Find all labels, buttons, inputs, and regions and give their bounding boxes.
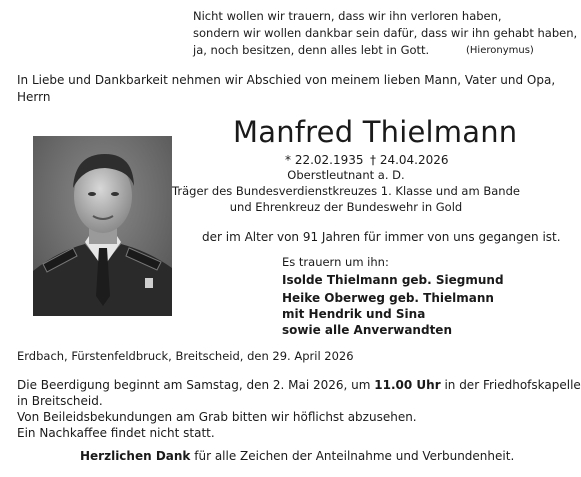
mourner-2: Heike Oberweg geb. Thielmann	[282, 291, 494, 305]
mourners-heading: Es trauern um ihn:	[282, 255, 389, 269]
mourner-1: Isolde Thielmann geb. Siegmund	[282, 273, 504, 287]
portrait-photo	[33, 136, 172, 316]
thanks-line	[80, 448, 514, 465]
funeral-text-b: in der Friedhofskapelle	[440, 378, 581, 392]
age-text: der im Alter von 91 Jahren für immer von uns gegangen ist.	[202, 230, 561, 244]
funeral-time: 11.00 Uhr	[374, 378, 441, 392]
funeral-line-1	[17, 377, 581, 394]
place-date: Erdbach, Fürstenfeldbruck, Breitscheid, den 29. April 2026	[17, 349, 354, 363]
mourner-3: mit Hendrik und Sina	[282, 307, 426, 321]
quote-line-3: ja, noch besitzen, denn alles lebt in Gott.	[193, 43, 430, 57]
mourner-4: sowie alle Anverwandten	[282, 323, 452, 337]
deceased-name: Manfred Thielmann	[233, 115, 518, 149]
funeral-text-a: Die Beerdigung beginnt am Samstag, den 2. Mai 2026, um	[17, 378, 375, 392]
intro-line-2: Herrn	[17, 90, 51, 104]
funeral-line-3: Von Beileidsbekundungen am Grab bitten wir höflichst abzusehen.	[17, 410, 417, 424]
rank: Oberstleutnant a. D.	[287, 168, 405, 182]
funeral-line-4: Ein Nachkaffee findet nicht statt.	[17, 426, 215, 440]
death-date: † 24.04.2026	[370, 153, 449, 167]
quote-author: (Hieronymus)	[466, 45, 534, 56]
portrait-photo-icon	[33, 136, 172, 316]
honors-line-1: Träger des Bundesverdienstkreuzes 1. Klasse und am Bande	[172, 184, 520, 198]
thanks-rest: für alle Zeichen der Anteilnahme und Verbundenheit.	[190, 449, 515, 463]
intro-line-1: In Liebe und Dankbarkeit nehmen wir Abschied von meinem lieben Mann, Vater und Opa,	[17, 73, 556, 87]
quote-line-1: Nicht wollen wir trauern, dass wir ihn verloren haben,	[193, 9, 502, 23]
birth-date: * 22.02.1935	[285, 153, 364, 167]
thanks-bold: Herzlichen Dank	[80, 449, 191, 463]
honors-line-2: und Ehrenkreuz der Bundeswehr in Gold	[229, 200, 463, 214]
quote-line-2: sondern wir wollen dankbar sein dafür, dass wir ihn gehabt haben,	[193, 26, 578, 40]
funeral-line-2: in Breitscheid.	[17, 394, 103, 408]
